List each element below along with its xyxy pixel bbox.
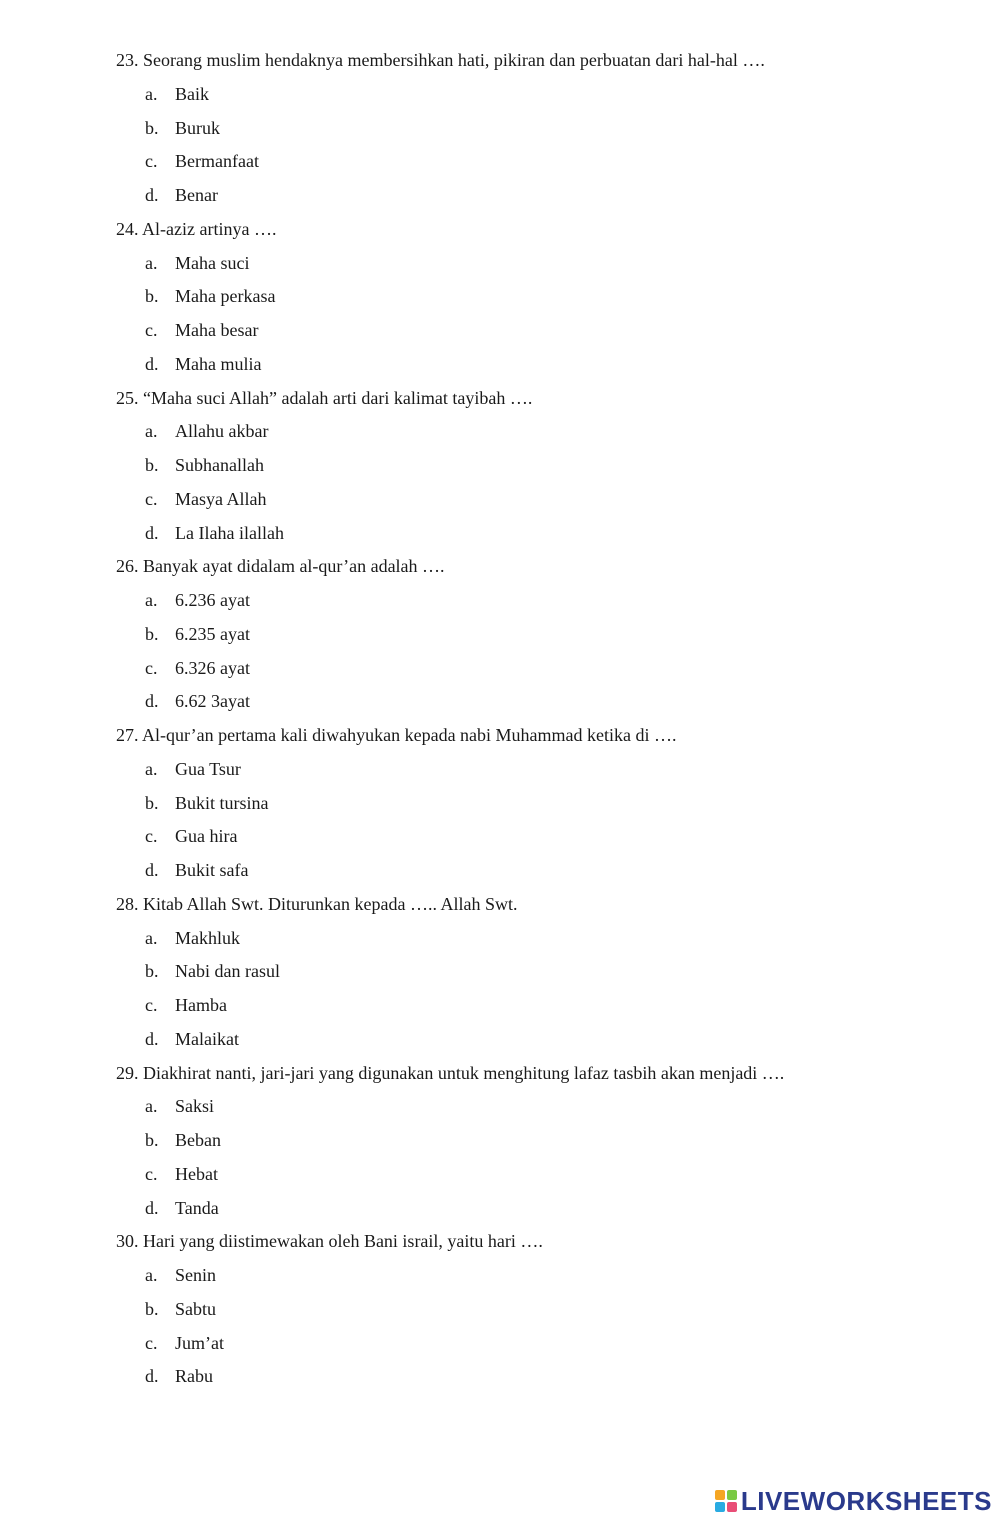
option-text: Maha mulia xyxy=(175,353,262,374)
option-a[interactable] xyxy=(0,78,1000,112)
option-letter: d. xyxy=(145,353,159,374)
option-letter: b. xyxy=(145,286,159,307)
option-d[interactable] xyxy=(0,854,1000,888)
option-letter: a. xyxy=(145,252,158,273)
option-text: Jum’at xyxy=(175,1332,224,1353)
question-text xyxy=(0,719,1000,753)
question-29 xyxy=(0,1057,1000,1226)
option-text: Hamba xyxy=(175,995,227,1015)
question-text xyxy=(0,1225,1000,1259)
option-c[interactable] xyxy=(0,314,1000,348)
option-text: Saksi xyxy=(175,1096,215,1117)
option-c[interactable] xyxy=(0,652,1000,686)
option-text: Bukit safa xyxy=(175,860,249,880)
question-number: 23. xyxy=(116,50,139,70)
option-text: Benar xyxy=(175,185,218,205)
option-letter: a. xyxy=(145,421,158,442)
option-text: 6.62 3ayat xyxy=(175,691,250,712)
option-c[interactable] xyxy=(0,145,1000,179)
option-b[interactable] xyxy=(0,1293,1000,1327)
question-number: 25. xyxy=(116,387,139,408)
logo-square xyxy=(715,1502,725,1512)
option-c[interactable] xyxy=(0,820,1000,854)
question-number: 28. xyxy=(116,893,139,914)
option-text: Gua hira xyxy=(175,826,238,847)
option-text: Maha suci xyxy=(175,252,250,273)
option-a[interactable] xyxy=(0,922,1000,956)
option-c[interactable] xyxy=(0,483,1000,517)
question-number: 29. xyxy=(116,1062,139,1083)
option-b[interactable] xyxy=(0,618,1000,652)
option-text: Nabi dan rasul xyxy=(175,961,280,982)
option-text: Maha perkasa xyxy=(175,286,276,307)
option-d[interactable] xyxy=(0,517,1000,551)
option-text: Baik xyxy=(175,83,209,104)
option-text: 6.235 ayat xyxy=(175,623,250,644)
question-24 xyxy=(0,213,1000,382)
option-c[interactable] xyxy=(0,1158,1000,1192)
question-text xyxy=(0,550,1000,584)
option-text: Rabu xyxy=(175,1366,213,1387)
option-letter: b. xyxy=(145,961,159,982)
logo-square xyxy=(727,1502,737,1512)
option-letter: d. xyxy=(145,185,159,205)
option-text: Maha besar xyxy=(175,320,259,340)
option-text: 6.326 ayat xyxy=(175,657,250,678)
option-a[interactable] xyxy=(0,1090,1000,1124)
option-a[interactable] xyxy=(0,584,1000,618)
option-letter: c. xyxy=(145,657,158,678)
option-a[interactable] xyxy=(0,415,1000,449)
question-number: 30. xyxy=(116,1231,139,1252)
option-c[interactable] xyxy=(0,989,1000,1023)
option-text: Makhluk xyxy=(175,927,240,948)
option-text: Allahu akbar xyxy=(175,421,269,442)
question-text xyxy=(0,888,1000,922)
worksheet xyxy=(0,44,1000,1394)
question-25 xyxy=(0,382,1000,551)
option-d[interactable] xyxy=(0,348,1000,382)
brand-name: LIVEWORKSHEETS xyxy=(740,1485,992,1516)
option-letter: d. xyxy=(145,522,159,543)
option-letter: c. xyxy=(145,320,158,340)
liveworksheets-logo-icon xyxy=(715,1490,737,1512)
question-text xyxy=(0,382,1000,416)
option-letter: c. xyxy=(145,826,158,847)
option-letter: b. xyxy=(145,117,159,138)
liveworksheets-watermark[interactable] xyxy=(715,1486,992,1516)
option-d[interactable] xyxy=(0,1023,1000,1057)
question-prompt: “Maha suci Allah” adalah arti dari kalimat tayibah …. xyxy=(143,387,533,408)
option-text: Gua Tsur xyxy=(175,758,241,779)
option-b[interactable] xyxy=(0,112,1000,146)
option-text: Buruk xyxy=(175,117,220,138)
question-number: 27. xyxy=(116,725,139,745)
option-letter: c. xyxy=(145,151,158,172)
option-text: La Ilaha ilallah xyxy=(175,522,284,543)
logo-square xyxy=(715,1490,725,1500)
option-a[interactable] xyxy=(0,247,1000,281)
question-30 xyxy=(0,1225,1000,1394)
option-letter: b. xyxy=(145,1298,159,1319)
question-number: 24. xyxy=(116,218,139,239)
question-prompt: Seorang muslim hendaknya membersihkan hati, pikiran dan perbuatan dari hal-hal …. xyxy=(143,50,765,70)
option-text: Senin xyxy=(175,1265,217,1285)
option-a[interactable] xyxy=(0,753,1000,787)
option-d[interactable] xyxy=(0,179,1000,213)
logo-square xyxy=(727,1490,737,1500)
option-d[interactable] xyxy=(0,1360,1000,1394)
option-letter: b. xyxy=(145,1130,159,1150)
question-27 xyxy=(0,719,1000,888)
option-text: Bermanfaat xyxy=(175,151,259,172)
question-prompt: Al-qur’an pertama kali diwahyukan kepada nabi Muhammad ketika di …. xyxy=(142,725,677,745)
option-b[interactable] xyxy=(0,955,1000,989)
question-text xyxy=(0,1057,1000,1091)
question-prompt: Al-aziz artinya …. xyxy=(142,218,277,239)
question-prompt: Diakhirat nanti, jari-jari yang digunakan untuk menghitung lafaz tasbih akan menjadi …. xyxy=(143,1062,785,1083)
option-letter: a. xyxy=(145,927,158,948)
option-text: Malaikat xyxy=(175,1028,239,1049)
option-c[interactable] xyxy=(0,1327,1000,1361)
option-letter: a. xyxy=(145,758,158,779)
option-letter: a. xyxy=(145,590,158,610)
question-text xyxy=(0,44,1000,78)
option-b[interactable] xyxy=(0,280,1000,314)
option-letter: c. xyxy=(145,1332,158,1353)
option-letter: a. xyxy=(145,83,158,104)
option-a[interactable] xyxy=(0,1259,1000,1293)
option-letter: d. xyxy=(145,1028,159,1049)
option-text: Beban xyxy=(175,1130,221,1150)
option-letter: b. xyxy=(145,792,159,813)
option-text: 6.236 ayat xyxy=(175,590,250,610)
option-b[interactable] xyxy=(0,449,1000,483)
question-26 xyxy=(0,550,1000,719)
question-text xyxy=(0,213,1000,247)
option-text: Bukit tursina xyxy=(175,792,269,813)
option-letter: c. xyxy=(145,1163,158,1184)
option-letter: c. xyxy=(145,488,158,509)
option-letter: a. xyxy=(145,1096,158,1117)
question-prompt: Kitab Allah Swt. Diturunkan kepada ….. Allah Swt. xyxy=(143,893,518,914)
option-letter: a. xyxy=(145,1265,158,1285)
option-text: Masya Allah xyxy=(175,488,267,509)
option-text: Tanda xyxy=(175,1197,219,1218)
option-b[interactable] xyxy=(0,787,1000,821)
option-letter: d. xyxy=(145,860,159,880)
question-prompt: Hari yang diistimewakan oleh Bani israil, yaitu hari …. xyxy=(143,1231,543,1252)
option-text: Hebat xyxy=(175,1163,218,1184)
option-d[interactable] xyxy=(0,1192,1000,1226)
option-b[interactable] xyxy=(0,1124,1000,1158)
option-letter: d. xyxy=(145,691,159,712)
option-letter: d. xyxy=(145,1366,159,1387)
question-number: 26. xyxy=(116,556,139,577)
option-letter: b. xyxy=(145,455,159,475)
option-letter: c. xyxy=(145,995,158,1015)
option-letter: b. xyxy=(145,623,159,644)
option-text: Subhanallah xyxy=(175,455,264,475)
question-23 xyxy=(0,44,1000,213)
option-d[interactable] xyxy=(0,685,1000,719)
option-text: Sabtu xyxy=(175,1298,217,1319)
option-letter: d. xyxy=(145,1197,159,1218)
question-28 xyxy=(0,888,1000,1057)
question-prompt: Banyak ayat didalam al-qur’an adalah …. xyxy=(143,556,445,577)
